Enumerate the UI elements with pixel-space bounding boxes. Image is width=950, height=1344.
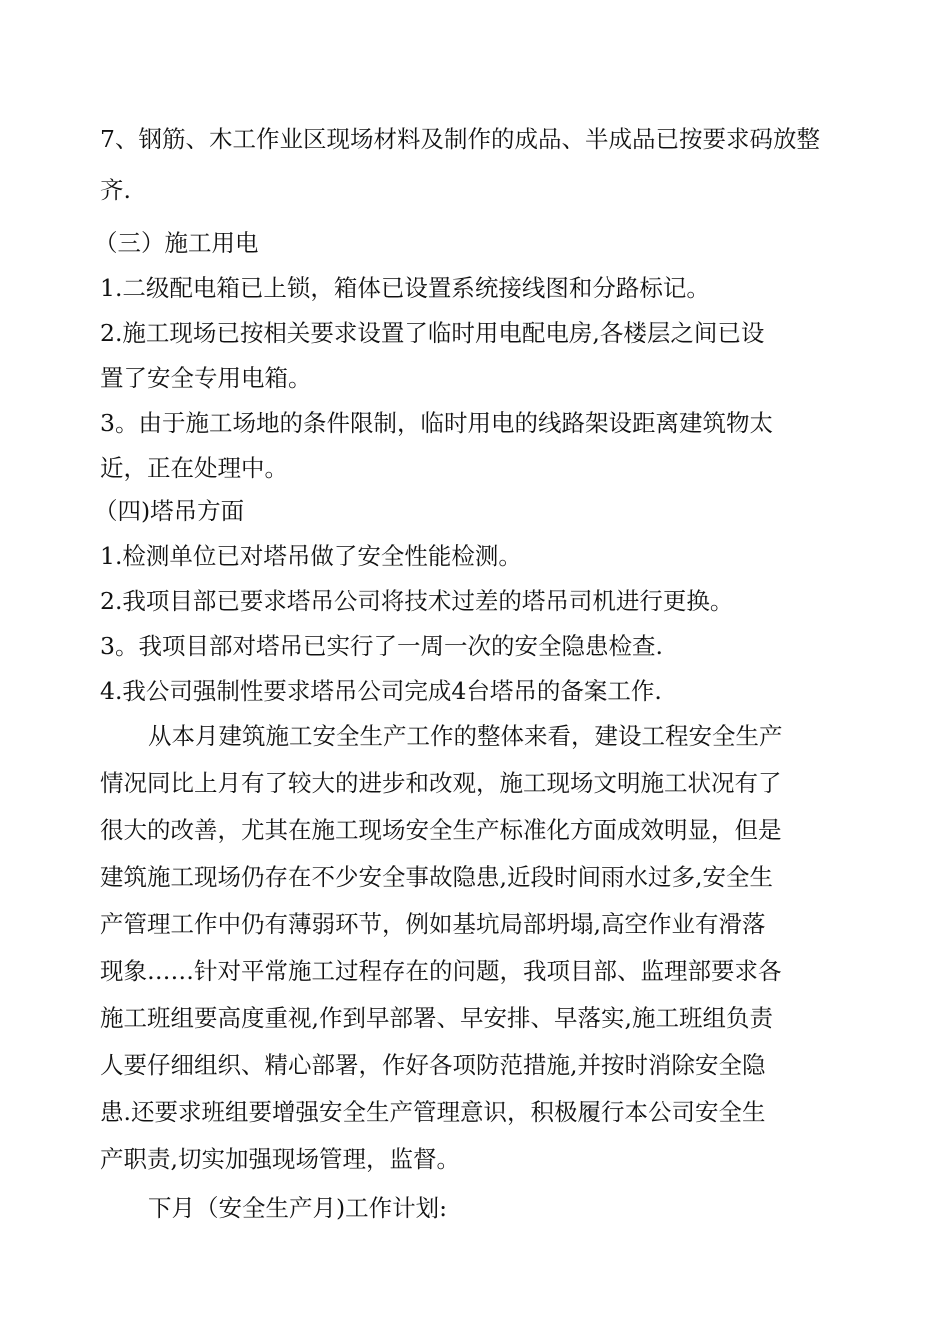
summary-line: 产管理工作中仍有薄弱环节，例如基坑局部坍塌,高空作业有滑落 [100, 910, 766, 938]
section3-item1: 1.二级配电箱已上锁，箱体已设置系统接线图和分路标记。 [100, 274, 710, 302]
section4-heading: （四)塔吊方面 [94, 497, 245, 525]
section3-heading: （三）施工用电 [94, 229, 259, 257]
summary-line: 产职责,切实加强现场管理，监督。 [100, 1145, 460, 1173]
summary-line: 患.还要求班组要增强安全生产管理意识，积极履行本公司安全生 [100, 1098, 766, 1126]
summary-line: 施工班组要高度重视,作到早部署、早安排、早落实,施工班组负责 [100, 1004, 773, 1032]
summary-line: 现象……针对平常施工过程存在的问题，我项目部、监理部要求各 [100, 957, 782, 985]
section3-item2-line1: 2.施工现场已按相关要求设置了临时用电配电房,各楼层之间已设 [100, 319, 765, 347]
item7-line1: 7、钢筋、木工作业区现场材料及制作的成品、半成品已按要求码放整 [100, 125, 820, 153]
next-month-plan-heading: 下月（安全生产月)工作计划: [148, 1194, 448, 1222]
section4-item1: 1.检测单位已对塔吊做了安全性能检测。 [100, 542, 522, 570]
section3-item2-line2: 置了安全专用电箱。 [100, 364, 312, 392]
summary-line: 从本月建筑施工安全生产工作的整体来看，建设工程安全生产 [148, 722, 783, 750]
section4-item4: 4.我公司强制性要求塔吊公司完成4台塔吊的备案工作. [100, 677, 662, 705]
section4-item2: 2.我项目部已要求塔吊公司将技术过差的塔吊司机进行更换。 [100, 587, 734, 615]
summary-line: 建筑施工现场仍存在不少安全事故隐患,近段时间雨水过多,安全生 [100, 863, 773, 891]
summary-line: 人要仔细组织、精心部署，作好各项防范措施,并按时消除安全隐 [100, 1051, 766, 1079]
section3-item3-line2: 近，正在处理中。 [100, 454, 288, 482]
summary-line: 很大的改善，尤其在施工现场安全生产标准化方面成效明显，但是 [100, 816, 782, 844]
summary-line: 情况同比上月有了较大的进步和改观，施工现场文明施工状况有了 [100, 769, 782, 797]
section3-item3-line1: 3。由于施工场地的条件限制，临时用电的线路架设距离建筑物太 [100, 409, 773, 437]
section4-item3: 3。我项目部对塔吊已实行了一周一次的安全隐患检查. [100, 632, 663, 660]
item7-line2: 齐. [100, 176, 131, 204]
